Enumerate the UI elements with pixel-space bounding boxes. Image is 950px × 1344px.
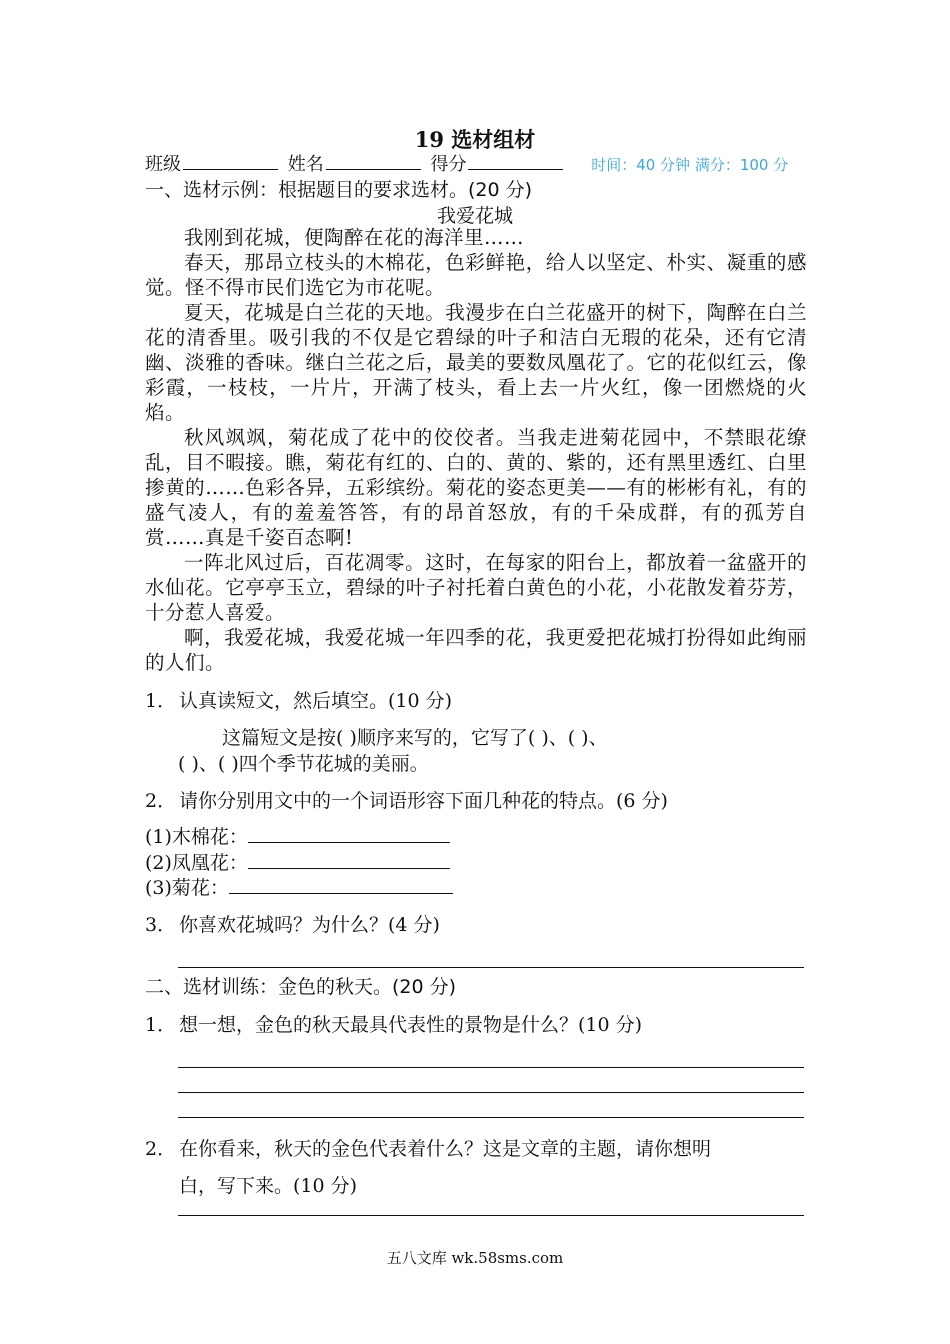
question-number: 1．	[145, 690, 177, 712]
section2-question-1	[145, 1010, 642, 1037]
time-note: 时间：40 分钟 满分：100 分	[591, 156, 789, 174]
question-text: 在你看来，秋天的金色代表着什么？这是文章的主题，请你想明	[179, 1138, 712, 1160]
essay-paragraph: 啊，我爱花城，我爱花城一年四季的花，我更爱把花城打扮得如此绚丽的人们。	[145, 626, 807, 674]
answer-line[interactable]	[178, 1215, 804, 1216]
essay-paragraph: 一阵北风过后，百花凋零。这时，在每家的阳台上，都放着一盆盛开的水仙花。它亭亭玉立，碧绿的叶子衬托着白黄色的小花，小花散发着芬芳，十分惹人喜爱。	[145, 551, 807, 624]
essay-paragraph: 春天，那昂立枝头的木棉花，色彩鲜艳，给人以坚定、朴实、凝重的感觉。怪不得市民们选它为市花呢。	[145, 251, 807, 299]
section2-question-2	[145, 1134, 711, 1161]
essay-paragraph: 秋风飒飒，菊花成了花中的佼佼者。当我走进菊花园中，不禁眼花缭乱，目不暇接。瞧，菊花有红的、白的、黄的、紫的，还有黑里透红、白里掺黄的……色彩各异，五彩缤纷。菊花的姿态更美——有的彬彬有礼，有的盛气凌人，有的羞羞答答，有的昂首怒放，有的千朵成群，有的孤芳自赏……真是千姿百态啊!	[145, 426, 807, 549]
question-text: 认真读短文，然后填空。(10 分)	[179, 690, 453, 712]
essay-body	[145, 225, 807, 675]
question-2	[145, 786, 668, 813]
question-1	[145, 686, 452, 713]
page-title: 19 选材组材	[414, 127, 536, 152]
question-3	[145, 910, 440, 937]
question-number: 2．	[145, 790, 177, 812]
score-blank[interactable]	[468, 153, 563, 170]
section1-heading: 一、选材示例：根据题目的要求选材。(20 分)	[145, 179, 533, 201]
question-text-continued: 白，写下来。(10 分)	[179, 1175, 358, 1197]
essay-paragraph: 夏天，花城是白兰花的天地。我漫步在白兰花盛开的树下，陶醉在白兰花的清香里。吸引我的不仅是它碧绿的叶子和洁白无瑕的花朵，还有它清幽、淡雅的香味。继白兰花之后，最美的要数凤凰花了。它的花似红云，像彩霞，一枝枝，一片片，开满了枝头，看上去一片火红，像一团燃烧的火焰。	[145, 301, 807, 424]
flower-label: (1)木棉花：	[145, 826, 248, 848]
answer-blank[interactable]	[248, 826, 450, 843]
question-text: 请你分别用文中的一个词语形容下面几种花的特点。(6 分)	[179, 790, 668, 812]
score-label: 得分	[430, 154, 467, 175]
flower-label: (2)凤凰花：	[145, 852, 248, 874]
answer-line[interactable]	[178, 1067, 804, 1068]
class-label: 班级	[145, 154, 181, 175]
flower-answer-row	[145, 848, 450, 875]
question-text: 你喜欢花城吗？为什么？(4 分)	[179, 914, 440, 936]
flower-answer-row	[145, 873, 453, 900]
essay-paragraph: 我刚到花城，便陶醉在花的海洋里……	[184, 226, 525, 249]
answer-blank[interactable]	[248, 852, 450, 869]
question-number: 3．	[145, 914, 177, 936]
question-text: 想一想，金色的秋天最具代表性的景物是什么？(10 分)	[179, 1014, 643, 1036]
flower-answer-row	[145, 822, 450, 849]
fill-blank-line-1[interactable]: 这篇短文是按( )顺序来写的，它写了( )、( )、	[222, 727, 608, 749]
answer-line[interactable]	[178, 967, 804, 968]
name-label: 姓名	[287, 154, 324, 175]
question-number: 2．	[145, 1138, 177, 1160]
answer-line[interactable]	[178, 1117, 804, 1118]
class-blank[interactable]	[183, 153, 278, 170]
answer-line[interactable]	[178, 1092, 804, 1093]
answer-blank[interactable]	[229, 877, 453, 894]
flower-label: (3)菊花：	[145, 877, 229, 899]
name-blank[interactable]	[326, 153, 421, 170]
section2-heading: 二、选材训练：金色的秋天。(20 分)	[145, 976, 457, 998]
fill-blank-line-2[interactable]: ( )、( )四个季节花城的美丽。	[178, 753, 429, 775]
question-number: 1．	[145, 1014, 177, 1036]
essay-title: 我爱花城	[436, 205, 513, 227]
footer-watermark: 五八文库 wk.58sms.com	[386, 1249, 564, 1267]
student-info-row	[145, 150, 788, 176]
